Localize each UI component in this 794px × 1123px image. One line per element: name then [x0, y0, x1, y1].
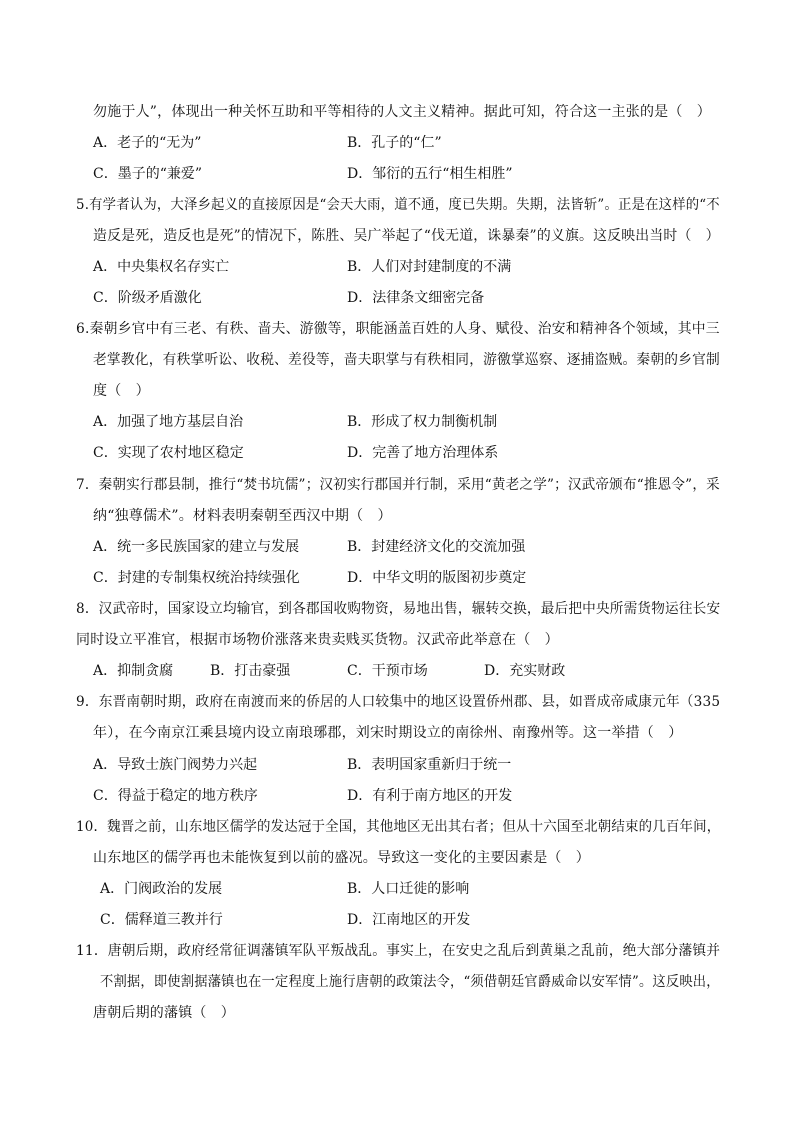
q6-option-a[interactable]: A．加强了地方基层自治: [93, 414, 244, 430]
q10-option-c[interactable]: C．儒释道三教并行: [100, 912, 223, 928]
q8-option-a[interactable]: A．抑制贪腐: [93, 663, 174, 679]
q7-option-b[interactable]: B．封建经济文化的交流加强: [347, 539, 526, 555]
question-5-line-2: 造反是死，造反也是死”的情况下，陈胜、吴广举起了“伐无道，诛暴秦”的义旗。这反映出当时（ ）: [93, 228, 720, 244]
q4-option-d[interactable]: D．邹衍的五行“相生相胜”: [347, 166, 513, 182]
q4-option-c[interactable]: C．墨子的“兼爱”: [93, 166, 203, 182]
q9-option-b[interactable]: B．表明国家重新归于统一: [347, 757, 512, 773]
question-10-line-2: 山东地区的儒学再也未能恢复到以前的盛况。导致这一变化的主要因素是（ ）: [93, 850, 590, 866]
q10-option-b[interactable]: B．人口迁徙的影响: [347, 881, 470, 897]
question-5-line-1: 5.有学者认为，大泽乡起义的直接原因是“会天大雨，道不通，度已失期。失期，法皆斩”。正是在这样的“不: [76, 197, 720, 213]
question-11-line-3: 唐朝后期的藩镇（ ）: [93, 1005, 235, 1021]
q8-option-b[interactable]: B．打击豪强: [210, 663, 291, 679]
q10-option-d[interactable]: D．江南地区的开发: [347, 912, 471, 928]
question-11-line-1: 11．唐朝后期，政府经常征调藩镇军队平叛战乱。事实上，在安史之乱后到黄巢之乱前，绝大部分藩镇并: [76, 943, 721, 959]
q6-option-b[interactable]: B．形成了权力制衡机制: [347, 414, 498, 430]
q6-option-c[interactable]: C．实现了农村地区稳定: [93, 445, 244, 461]
question-8-line-2: 同时设立平准官，根据市场物价涨落来贵卖贱买货物。汉武帝此举意在（ ）: [76, 632, 559, 648]
q5-option-b[interactable]: B．人们对封建制度的不满: [347, 259, 512, 275]
question-7-line-2: 纳“独尊儒术”。材料表明秦朝至西汉中期（ ）: [93, 508, 392, 524]
question-9-line-2: 年），在今南京江乘县境内设立南琅琊郡，刘宋时期设立的南徐州、南豫州等。这一举措（ ）: [93, 725, 683, 741]
q4-option-b[interactable]: B．孔子的“仁”: [347, 135, 442, 151]
question-4-text: 勿施于人”，体现出一种关怀互助和平等相待的人文主义精神。据此可知，符合这一主张的是（ ）: [93, 104, 711, 120]
question-9-line-1: 9．东晋南朝时期，政府在南渡而来的侨居的人口较集中的地区设置侨州郡、县，如晋成帝咸康元年（335: [76, 694, 721, 710]
q6-option-d[interactable]: D．完善了地方治理体系: [347, 445, 499, 461]
question-11-line-2: 不割据，即使割据藩镇也在一定程度上施行唐朝的政策法令，“须借朝廷官爵威命以安军情”。这反映出，: [100, 974, 720, 990]
question-6-line-3: 度（ ）: [93, 383, 150, 399]
q8-option-d[interactable]: D．充实财政: [484, 663, 566, 679]
question-6-line-2: 老掌教化，有秩掌听讼、收税、差役等，啬夫职掌与有秩相同，游徼掌巡察、逐捕盗贼。秦朝的乡官制: [93, 352, 720, 368]
q9-option-a[interactable]: A．导致士族门阀势力兴起: [93, 757, 258, 773]
q4-option-a[interactable]: A．老子的“无为”: [93, 135, 202, 151]
q9-option-c[interactable]: C．得益于稳定的地方秩序: [93, 788, 258, 804]
question-10-line-1: 10．魏晋之前，山东地区儒学的发达冠于全国，其他地区无出其右者；但从十六国至北朝结束的几百年间，: [76, 819, 721, 835]
q9-option-d[interactable]: D．有利于南方地区的开发: [347, 788, 513, 804]
q7-option-c[interactable]: C．封建的专制集权统治持续强化: [93, 570, 300, 586]
question-8-line-1: 8．汉武帝时，国家设立均输官，到各郡国收购物资，易地出售，辗转交换，最后把中央所需货物运往长安: [76, 601, 721, 617]
q10-option-a[interactable]: A．门阀政治的发展: [100, 881, 223, 897]
q7-option-d[interactable]: D．中华文明的版图初步奠定: [347, 570, 527, 586]
question-6-line-1: 6.秦朝乡官中有三老、有秩、啬夫、游徼等，职能涵盖百姓的人身、赋役、治安和精神各个领域，其中三: [76, 321, 720, 337]
q8-option-c[interactable]: C．干预市场: [347, 663, 428, 679]
q5-option-d[interactable]: D．法律条文细密完备: [347, 290, 485, 306]
q5-option-a[interactable]: A．中央集权名存实亡: [93, 259, 230, 275]
q7-option-a[interactable]: A．统一多民族国家的建立与发展: [93, 539, 300, 555]
question-7-line-1: 7．秦朝实行郡县制，推行“焚书坑儒”；汉初实行郡国并行制，采用“黄老之学”；汉武帝颁布“推恩令”，采: [76, 477, 720, 493]
q5-option-c[interactable]: C．阶级矛盾激化: [93, 290, 202, 306]
